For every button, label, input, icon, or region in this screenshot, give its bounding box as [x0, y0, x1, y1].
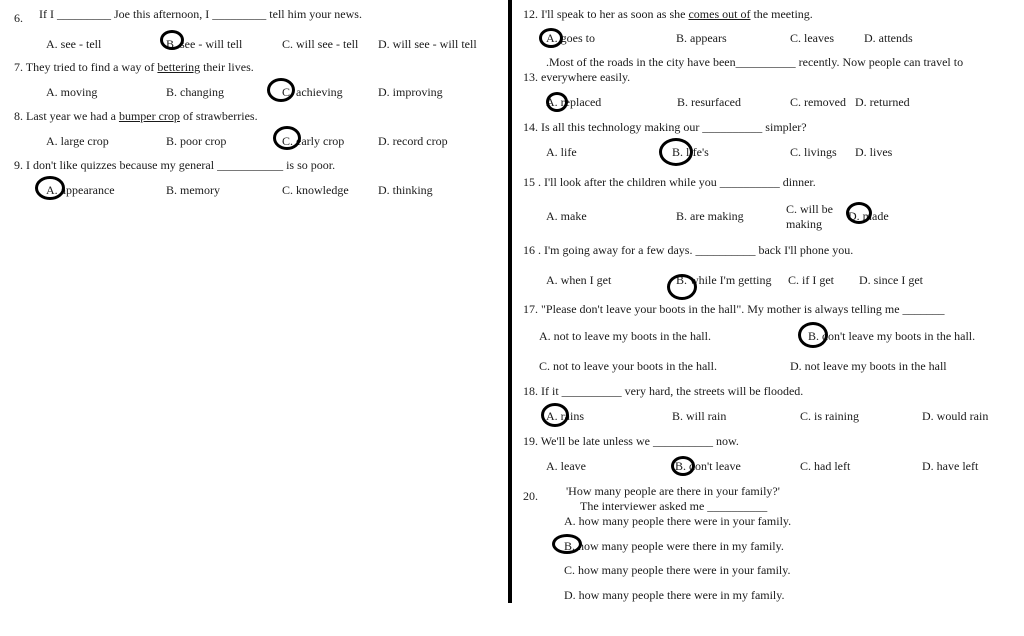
underlined-word: comes out of	[688, 7, 751, 21]
option-b: B. are making	[676, 209, 744, 223]
option-d: D. attends	[864, 31, 913, 45]
option-a: A. make	[546, 209, 587, 223]
option-d: D. not leave my boots in the hall	[790, 359, 947, 373]
option-b: B. how many people were there in my family.	[564, 539, 784, 553]
answer-circle-q14	[659, 138, 693, 166]
option-a: A. life	[546, 145, 577, 159]
option-a: A. rains	[546, 409, 584, 423]
answer-circle-q12	[539, 28, 563, 48]
option-d: D. improving	[378, 85, 443, 99]
option-a: A. how many people there were in your family.	[564, 514, 792, 528]
option-b: B. appears	[676, 31, 727, 45]
column-divider	[508, 0, 512, 603]
question-stem: 17. "Please don't leave your boots in the hall". My mother is always telling me _______	[523, 302, 945, 316]
answer-circle-q7	[267, 78, 295, 102]
question-stem-line2: The interviewer asked me __________	[580, 499, 768, 513]
underlined-word: bumper crop	[118, 109, 180, 123]
question-stem: If I _________ Joe this afternoon, I _________ tell him your news.	[39, 7, 362, 21]
question-stem-line1: .Most of the roads in the city have been__________ recently. Now people can travel to	[546, 55, 964, 69]
option-c: C. livings	[790, 145, 837, 159]
option-b: B. don't leave	[675, 459, 741, 473]
option-a: A. appearance	[46, 183, 115, 197]
option-b: B. life's	[672, 145, 709, 159]
option-a: A. see - tell	[46, 37, 102, 51]
option-d: D. thinking	[378, 183, 433, 197]
option-d: D. will see - will tell	[378, 37, 477, 51]
question-stem: 8. Last year we had a bumper crop of strawberries.	[14, 109, 258, 123]
option-a: A. not to leave my boots in the hall.	[539, 329, 711, 343]
option-b: B. poor crop	[166, 134, 227, 148]
answer-circle-q9	[35, 176, 65, 200]
option-d: D. record crop	[378, 134, 448, 148]
option-c: C. knowledge	[282, 183, 349, 197]
answer-circle-q20	[552, 534, 582, 554]
question-stem: 7. They tried to find a way of bettering their lives.	[14, 60, 254, 74]
option-b: B. see - will tell	[166, 37, 243, 51]
question-stem: 18. If it __________ very hard, the streets will be flooded.	[523, 384, 804, 398]
answer-circle-q19	[671, 456, 695, 476]
option-d: D. since I get	[859, 273, 923, 287]
option-d: D. have left	[922, 459, 979, 473]
option-a: A. large crop	[46, 134, 109, 148]
option-a: A. leave	[546, 459, 586, 473]
answer-circle-q17	[798, 322, 828, 348]
option-c: C. leaves	[790, 31, 834, 45]
option-c-line2: making	[786, 217, 822, 231]
option-c: C. achieving	[282, 85, 343, 99]
option-d: D. how many people there were in my family.	[564, 588, 785, 602]
answer-circle-q13	[546, 92, 568, 112]
question-stem-line1: 'How many people are there in your family?'	[566, 484, 780, 498]
question-number: 20.	[523, 489, 538, 503]
option-c: C. if I get	[788, 273, 834, 287]
question-stem: 14. Is all this technology making our __________ simpler?	[523, 120, 807, 134]
option-a: A. replaced	[546, 95, 602, 109]
question-stem: 12. I'll speak to her as soon as she comes out of the meeting.	[523, 7, 813, 21]
answer-circle-q15	[846, 202, 872, 224]
option-b: B. while I'm getting	[676, 273, 772, 287]
option-d: D. made	[848, 209, 889, 223]
question-stem: 16 . I'm going away for a few days. __________ back I'll phone you.	[523, 243, 854, 257]
answer-circle-q16	[667, 274, 697, 300]
question-stem: 9. I don't like quizzes because my general ___________ is so poor.	[14, 158, 336, 172]
question-number: 6.	[14, 11, 23, 25]
option-b: B. changing	[166, 85, 224, 99]
option-c: C. removed	[790, 95, 846, 109]
option-c: C. will see - tell	[282, 37, 359, 51]
option-c: C. had left	[800, 459, 851, 473]
question-stem-line2: 13. everywhere easily.	[523, 70, 631, 84]
option-c: C. not to leave your boots in the hall.	[539, 359, 717, 373]
answer-circle-q8	[273, 126, 301, 150]
option-d: D. would rain	[922, 409, 989, 423]
option-b: B. memory	[166, 183, 220, 197]
option-d: D. lives	[855, 145, 893, 159]
answer-circle-q6	[160, 30, 184, 50]
option-c: C. how many people there were in your family.	[564, 563, 791, 577]
underlined-word: bettering	[157, 60, 201, 74]
option-c-line1: C. will be	[786, 202, 833, 216]
answer-circle-q18	[541, 403, 569, 427]
option-a: A. when I get	[546, 273, 612, 287]
option-d: D. returned	[855, 95, 910, 109]
option-c: C. early crop	[282, 134, 345, 148]
option-c: C. is raining	[800, 409, 859, 423]
option-a: A. goes to	[546, 31, 595, 45]
option-b: B. don't leave my boots in the hall.	[808, 329, 976, 343]
question-stem: 15 . I'll look after the children while you __________ dinner.	[523, 175, 816, 189]
option-a: A. moving	[46, 85, 98, 99]
option-b: B. will rain	[672, 409, 727, 423]
option-b: B. resurfaced	[677, 95, 741, 109]
question-stem: 19. We'll be late unless we __________ now.	[523, 434, 739, 448]
